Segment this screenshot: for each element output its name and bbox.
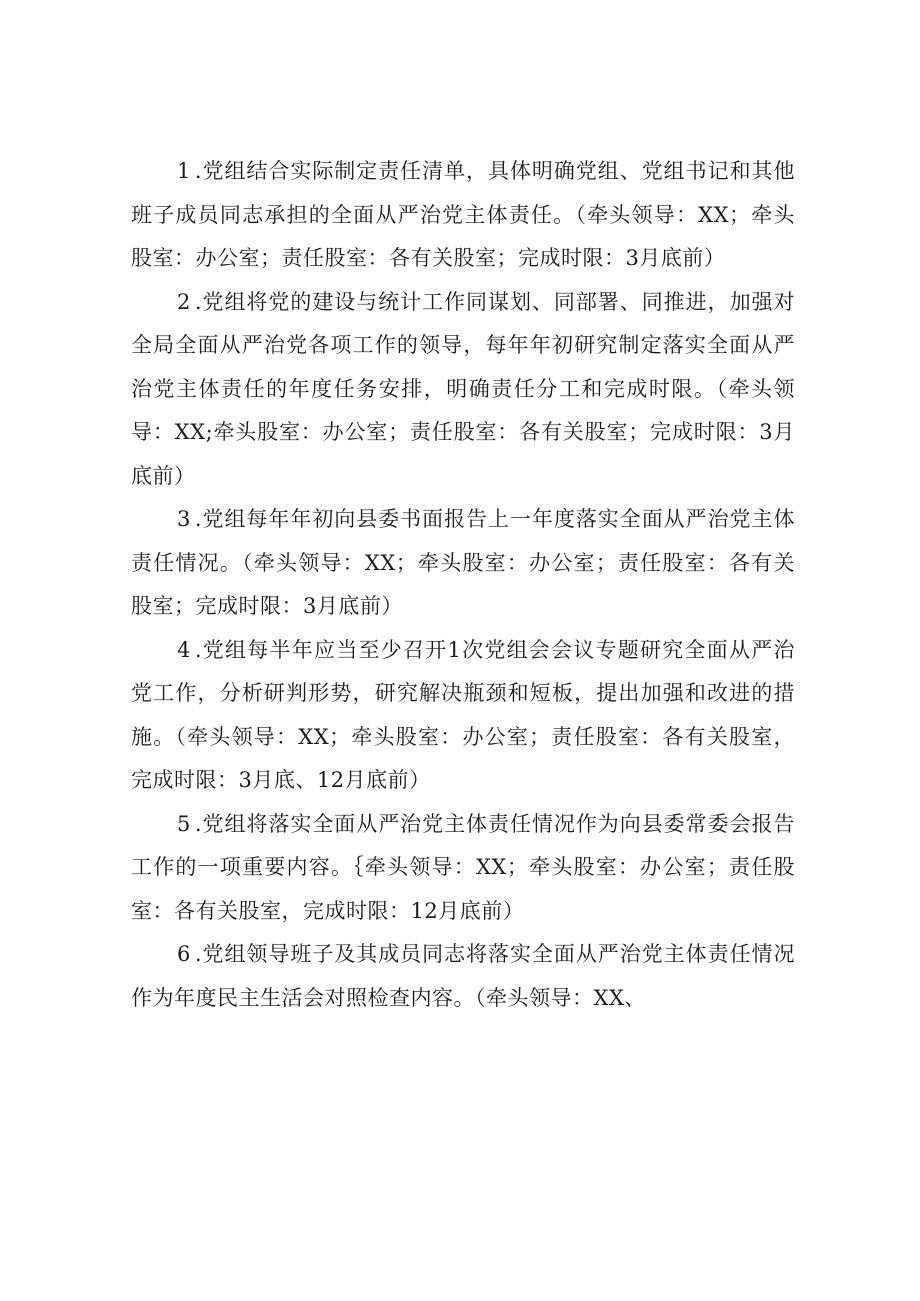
paragraph-2 [131, 281, 795, 499]
paragraph-text: .党组每半年应当至少召开1次党组会会议专题研究全面从严治党工作，分析研判形势，研究解决瓶颈和短板，提出加强和改进的措施。（牵头领导：XX；牵头股室：办公室；责任股室：各有关股室，完成时限：3月底、12月底前） [131, 637, 795, 792]
paragraph-3 [131, 498, 795, 629]
paragraph-number: 4 [177, 637, 191, 662]
paragraph-1 [131, 150, 795, 281]
paragraph-6 [131, 933, 795, 1020]
paragraph-4 [131, 629, 795, 803]
paragraph-number: 1 [177, 159, 191, 183]
document-body [131, 150, 795, 1020]
paragraph-text: .党组将党的建设与统计工作同谋划、同部署、同推进，加强对全局全面从严治党各项工作的领导，每年年初研究制定落实全面从严治党主体责任的年度任务安排，明确责任分工和完成时限。（牵头领导：XX;牵头股室：办公室；责任股室：各有关股室；完成时限：3月底前） [131, 289, 795, 488]
paragraph-text: .党组将落实全面从严治党主体责任情况作为向县委常委会报告工作的一项重要内容。｛牵头领导：XX；牵头股室：办公室；责任股室：各有关股室，完成时限：12月底前） [131, 811, 795, 923]
paragraph-text: .党组每年年初向县委书面报告上一年度落实全面从严治党主体责任情况。（牵头领导：XX；牵头股室：办公室；责任股室：各有关股室；完成时限：3月底前） [131, 507, 795, 618]
paragraph-text: .党组领导班子及其成员同志将落实全面从严治党主体责任情况作为年度民主生活会对照检查内容。（牵头领导：XX、 [131, 942, 795, 1010]
paragraph-text: .党组结合实际制定责任清单，具体明确党组、党组书记和其他班子成员同志承担的全面从严治党主体责任。（牵头领导：XX；牵头股室：办公室；责任股室：各有关股室；完成时限：3月底前） [131, 159, 795, 270]
paragraph-5 [131, 803, 795, 934]
paragraph-number: 2 [177, 289, 191, 314]
paragraph-number: 3 [177, 507, 191, 531]
paragraph-number: 6 [177, 942, 191, 966]
paragraph-number: 5 [177, 811, 191, 836]
